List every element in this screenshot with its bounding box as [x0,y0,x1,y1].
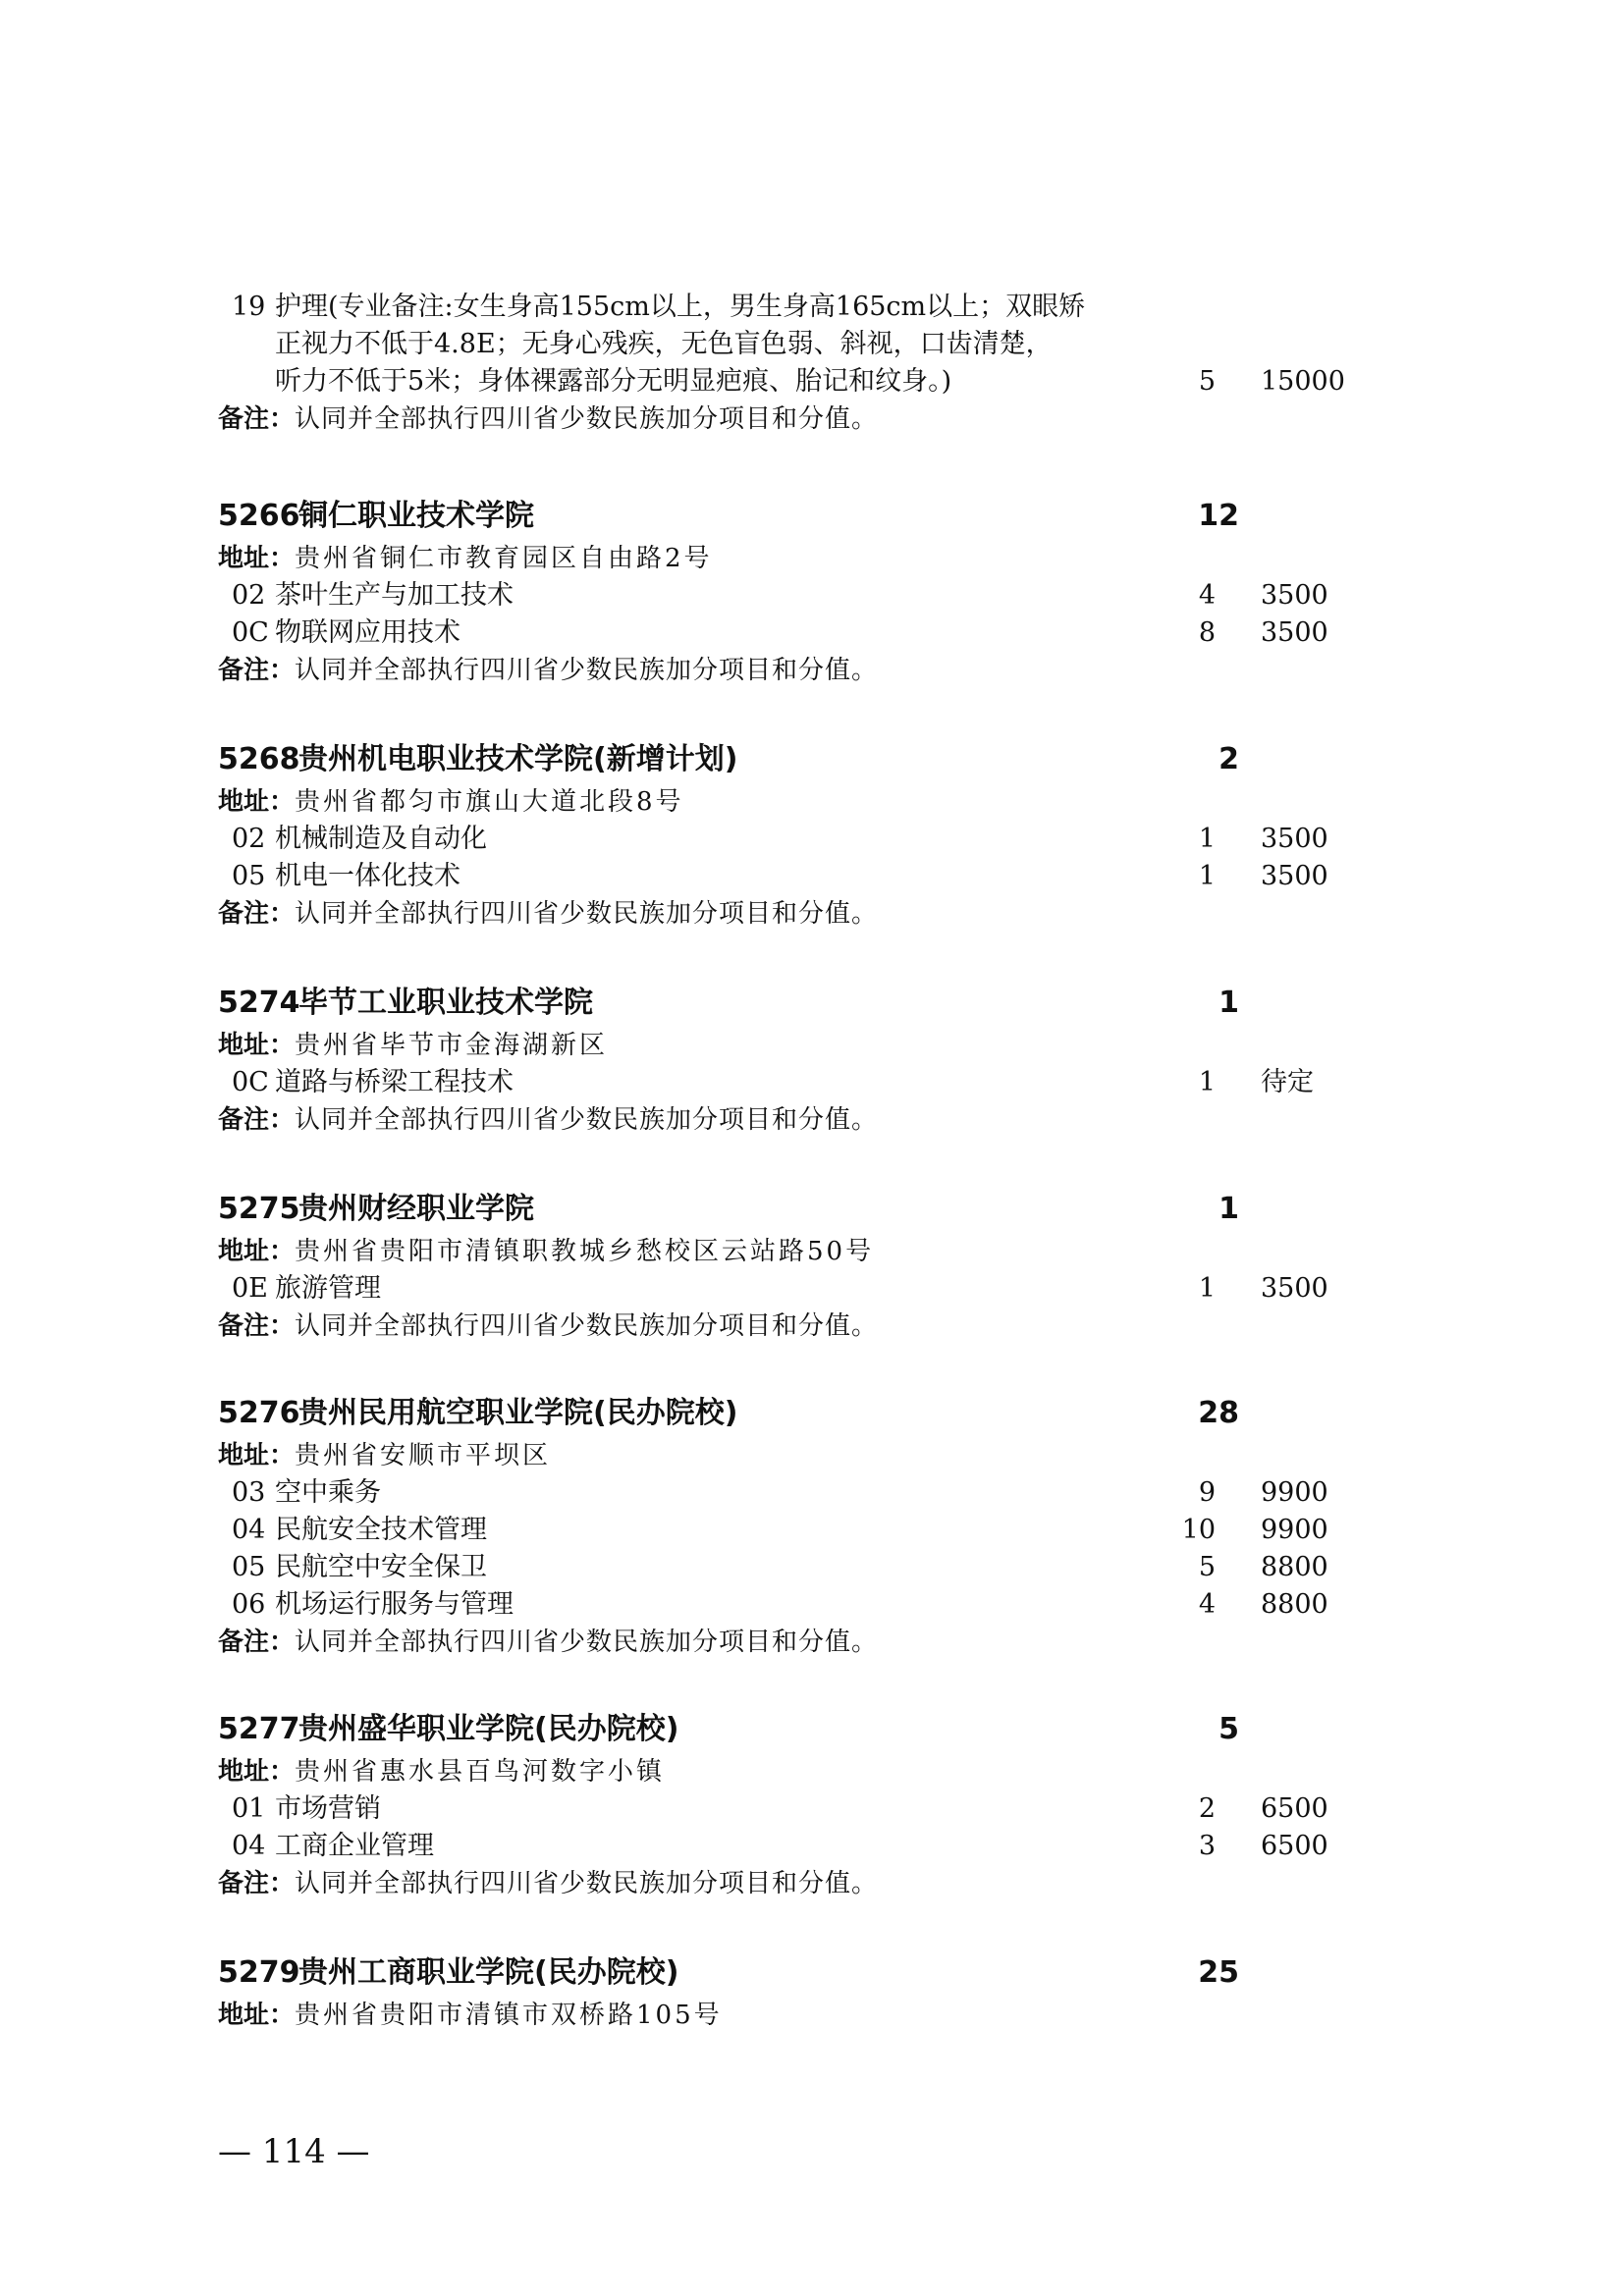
major-row [218,1586,1337,1624]
major-plan-count: 2 [1198,1793,1216,1824]
major-code: 03 [232,1477,266,1508]
institution-total-plan: 12 [1198,499,1239,533]
institution-name: 贵州机电职业技术学院(新增计划) [298,742,738,776]
major-row [218,614,1337,652]
note-label: 备注： [218,1628,296,1657]
note-label: 备注： [218,1311,296,1341]
major-tuition-fee: 3500 [1261,580,1328,611]
page-number: — 114 — [218,2132,370,2171]
major-plan-count: 3 [1198,1831,1216,1861]
note-row [218,1624,1337,1661]
major-row [218,858,1337,895]
major-code: 05 [232,861,266,891]
address-text: 贵州省贵阳市清镇市双桥路105号 [295,2001,723,2030]
institution-total-plan: 1 [1218,1192,1239,1226]
major-row [218,1270,1337,1308]
major-tuition-fee: 3500 [1261,617,1328,648]
address-label: 地址： [218,544,296,573]
address-label: 地址： [218,2001,296,2030]
major-tuition-fee: 6500 [1261,1793,1328,1824]
note-label: 备注： [218,899,296,929]
note-text: 认同并全部执行四川省少数民族加分项目和分值。 [295,1105,879,1135]
note-row [218,1101,1337,1139]
major-code: 05 [232,1552,266,1582]
institution-title-row [218,982,1337,1025]
major-code: 06 [232,1589,266,1620]
note-text: 认同并全部执行四川省少数民族加分项目和分值。 [295,404,879,434]
institution-name: 铜仁职业技术学院 [298,499,534,533]
address-text: 贵州省铜仁市教育园区自由路2号 [295,544,713,573]
major-code: 19 [232,292,266,322]
major-name: 机电一体化技术 [275,861,460,891]
address-text: 贵州省都匀市旗山大道北段8号 [295,787,684,817]
institution-name: 贵州工商职业学院(民办院校) [298,1955,679,1990]
major-tuition-fee: 8800 [1261,1552,1328,1582]
major-row [218,1549,1337,1586]
major-tuition-fee: 待定 [1261,1067,1314,1097]
institution-name: 毕节工业职业技术学院 [298,986,593,1020]
institution-title-row [218,1188,1337,1231]
institution-total-plan: 25 [1198,1955,1239,1990]
major-plan-count: 10 [1181,1515,1216,1545]
major-tuition-fee: 15000 [1261,366,1345,397]
note-row [218,1308,1337,1345]
major-plan-count: 9 [1198,1477,1216,1508]
note-row [218,1865,1337,1902]
note-label: 备注： [218,1869,296,1898]
major-name: 工商企业管理 [275,1831,434,1861]
address-label: 地址： [218,787,296,817]
address-label: 地址： [218,1757,296,1787]
major-name: 民航空中安全保卫 [275,1552,487,1582]
major-plan-count: 5 [1198,366,1216,397]
address-label: 地址： [218,1441,296,1470]
major-name: 旅游管理 [275,1273,381,1304]
major-tuition-fee: 3500 [1261,861,1328,891]
institution-title-row [218,495,1337,538]
major-name: 机械制造及自动化 [275,824,487,854]
address-row [218,1437,1337,1474]
major-code: 0C [232,1067,269,1097]
major-code: 02 [232,824,266,854]
major-tuition-fee: 3500 [1261,824,1328,854]
major-row [218,821,1337,858]
major-tuition-fee: 9900 [1261,1477,1328,1508]
note-row [218,400,1337,438]
institution-total-plan: 5 [1218,1712,1239,1746]
institution-code: 5277 [218,1712,300,1746]
major-tuition-fee: 3500 [1261,1273,1328,1304]
major-code: 01 [232,1793,266,1824]
institution-title-row [218,738,1337,781]
note-row [218,895,1337,933]
address-row [218,540,1337,577]
institution-title-row [218,1951,1337,1995]
major-name: 物联网应用技术 [275,617,460,648]
major-tuition-fee: 6500 [1261,1831,1328,1861]
major-plan-count: 1 [1198,1273,1216,1304]
institution-code: 5279 [218,1955,300,1990]
address-text: 贵州省毕节市金海湖新区 [295,1031,609,1060]
institution-total-plan: 2 [1218,742,1239,776]
address-row [218,783,1337,821]
major-plan-count: 1 [1198,861,1216,891]
institution-name: 贵州盛华职业学院(民办院校) [298,1712,679,1746]
major-tuition-fee: 8800 [1261,1589,1328,1620]
institution-code: 5275 [218,1192,300,1226]
address-text: 贵州省惠水县百鸟河数字小镇 [295,1757,666,1787]
major-name: 机场运行服务与管理 [275,1589,514,1620]
major-plan-count: 8 [1198,617,1216,648]
address-text: 贵州省安顺市平坝区 [295,1441,552,1470]
major-name: 空中乘务 [275,1477,381,1508]
major-name-line: 听力不低于5米；身体裸露部分无明显疤痕、胎记和纹身。) [275,366,952,397]
major-row [218,1474,1337,1512]
major-code: 0E [232,1273,268,1304]
major-plan-count: 5 [1198,1552,1216,1582]
institution-code: 5276 [218,1396,300,1430]
major-plan-count: 4 [1198,1589,1216,1620]
continued-major-row [218,326,1337,363]
address-label: 地址： [218,1031,296,1060]
major-name: 茶叶生产与加工技术 [275,580,514,611]
major-name: 市场营销 [275,1793,381,1824]
note-text: 认同并全部执行四川省少数民族加分项目和分值。 [295,1311,879,1341]
note-label: 备注： [218,404,296,434]
major-name-line: 正视力不低于4.8E；无身心残疾，无色盲色弱、斜视，口齿清楚， [275,329,1053,359]
major-row [218,577,1337,614]
major-row [218,1064,1337,1101]
note-label: 备注： [218,1105,296,1135]
major-code: 04 [232,1515,266,1545]
institution-title-row [218,1392,1337,1435]
major-plan-count: 1 [1198,824,1216,854]
note-label: 备注： [218,656,296,685]
note-text: 认同并全部执行四川省少数民族加分项目和分值。 [295,1628,879,1657]
major-plan-count: 4 [1198,580,1216,611]
major-code: 02 [232,580,266,611]
institution-code: 5266 [218,499,300,533]
institution-name: 贵州财经职业学院 [298,1192,534,1226]
institution-name: 贵州民用航空职业学院(民办院校) [298,1396,738,1430]
continued-major-row [218,363,1345,400]
institution-code: 5268 [218,742,300,776]
address-row [218,1233,1337,1270]
address-row [218,1997,1337,2034]
note-text: 认同并全部执行四川省少数民族加分项目和分值。 [295,1869,879,1898]
major-name-line: 护理(专业备注:女生身高155cm以上，男生身高165cm以上；双眼矫 [275,292,1086,322]
major-tuition-fee: 9900 [1261,1515,1328,1545]
institution-code: 5274 [218,986,300,1020]
address-row [218,1027,1337,1064]
major-row [218,1828,1337,1865]
major-name: 民航安全技术管理 [275,1515,487,1545]
institution-total-plan: 1 [1218,986,1239,1020]
address-text: 贵州省贵阳市清镇职教城乡愁校区云站路50号 [295,1237,875,1266]
major-code: 04 [232,1831,266,1861]
major-row [218,1512,1337,1549]
note-text: 认同并全部执行四川省少数民族加分项目和分值。 [295,899,879,929]
note-row [218,652,1337,689]
note-text: 认同并全部执行四川省少数民族加分项目和分值。 [295,656,879,685]
address-label: 地址： [218,1237,296,1266]
major-plan-count: 1 [1198,1067,1216,1097]
major-row [218,1790,1337,1828]
address-row [218,1753,1337,1790]
institution-title-row [218,1708,1337,1751]
continued-major-row [218,289,1337,326]
major-name: 道路与桥梁工程技术 [275,1067,514,1097]
institution-total-plan: 28 [1198,1396,1239,1430]
major-code: 0C [232,617,269,648]
